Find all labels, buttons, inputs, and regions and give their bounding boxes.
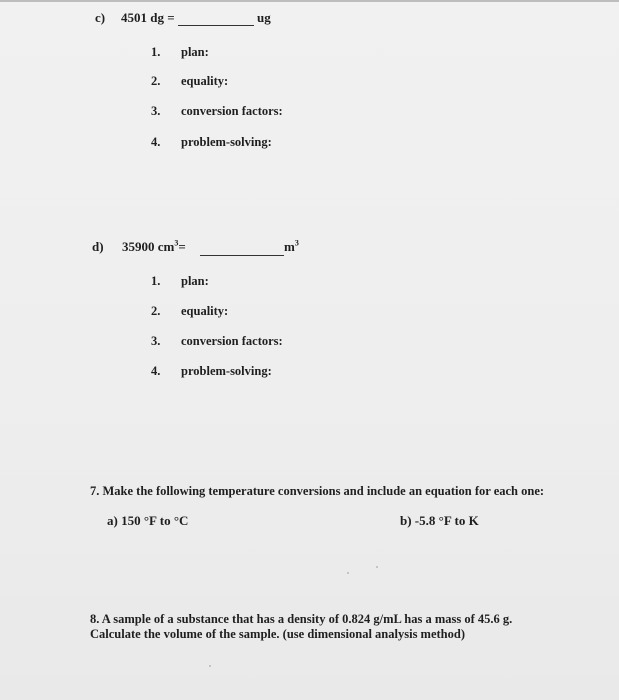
question-8-line-2: Calculate the volume of the sample. (use dimensional analysis method) [90, 627, 465, 641]
part-c-step-2-number: 2. [151, 74, 161, 88]
part-c-step-1-number: 1. [151, 45, 161, 59]
part-c-step-3-number: 3. [151, 104, 161, 118]
part-d-step-3-number: 3. [151, 334, 161, 348]
page-speck [209, 665, 211, 667]
page-speck [347, 572, 349, 574]
part-c-step-2-label: equality: [181, 74, 229, 88]
question-8-line-1: 8. A sample of a substance that has a density of 0.824 g/mL has a mass of 45.6 g. [90, 612, 513, 626]
part-d-step-1-label: plan: [181, 274, 209, 288]
question-7-part-a: a) 150 °F to °C [107, 513, 189, 528]
part-d-step-2-number: 2. [151, 304, 161, 318]
part-d-unit: $m^3$ [284, 238, 299, 254]
page-speck [376, 566, 378, 568]
part-c-step-4-label: problem-solving: [181, 135, 272, 149]
part-d-step-3-label: conversion factors: [181, 334, 283, 348]
part-d-step-4-label: problem-solving: [181, 364, 272, 378]
part-d-step-1-number: 1. [151, 274, 161, 288]
part-c-step-3-label: conversion factors: [181, 104, 283, 118]
part-d-answer-blank [200, 255, 284, 256]
question-7-part-b: b) -5.8 °F to K [400, 513, 479, 528]
part-c-step-4-number: 4. [151, 135, 161, 149]
part-d-expression: 35900 $cm^3=$ [122, 238, 186, 254]
part-d-step-4-number: 4. [151, 364, 161, 378]
page-top-edge [0, 0, 619, 2]
part-d-letter: d) [92, 239, 104, 254]
part-d-step-2-label: equality: [181, 304, 229, 318]
part-c-answer-blank [178, 25, 254, 26]
part-c-unit: ug [257, 10, 271, 25]
part-c-step-1-label: plan: [181, 45, 209, 59]
part-c-expression: 4501 dg = [121, 10, 175, 25]
question-7-text: 7. Make the following temperature conversions and include an equation for each one: [90, 484, 545, 498]
part-c-letter: c) [95, 10, 106, 25]
